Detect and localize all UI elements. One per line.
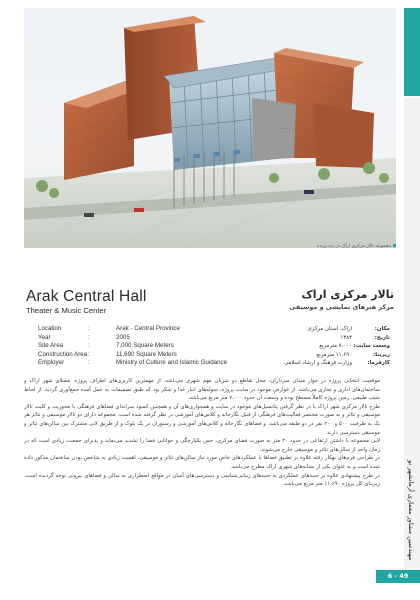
info-value-fa: ۷،۰۰۰ مترمربع <box>319 343 352 350</box>
info-value-fa: ۱۳۸۴ <box>340 334 352 341</box>
info-table-fa <box>270 325 390 368</box>
info-separator: : <box>88 342 90 350</box>
caption-marker-icon <box>393 244 396 247</box>
hero-rendering <box>24 8 396 248</box>
page-number: 6 - 49 <box>376 570 420 583</box>
info-row-site-area <box>38 342 228 351</box>
info-label-fa: تاریخ: <box>374 334 390 341</box>
description-paragraph: لابی مجموعه با داشتن ارتفاعی در حدود ۲۰ متر به صورت فضای مرکزی، حس یکپارچگی و خوانایی فضا را تشدید می‌نماید و پذیرای جمعیت زیادی است که در زمان واحد از سالن‌های تئاتر و موسیقی خارج می‌شوند. <box>24 438 380 453</box>
info-separator: : <box>88 350 90 358</box>
info-value-fa: اراک، استان مرکزی <box>307 326 352 332</box>
hero-caption <box>280 244 396 249</box>
info-row-employer <box>38 359 228 368</box>
info-row-location <box>38 325 228 334</box>
accent-bar <box>404 8 420 96</box>
building-illustration <box>24 8 396 248</box>
info-label: Location <box>38 325 62 332</box>
info-label: Construction Area <box>38 350 88 358</box>
project-description <box>24 377 380 562</box>
project-title-en: Arak Central Hall <box>26 288 147 305</box>
info-label: Site Area <box>38 342 64 350</box>
info-label-fa: کارفرما: <box>367 360 390 367</box>
info-separator: : <box>88 359 90 367</box>
front-right-volume <box>314 103 374 168</box>
info-row-fa <box>270 351 390 360</box>
info-value: 11,690 Square Meters <box>116 350 177 358</box>
info-value: 7,000 Square Meters <box>116 342 174 350</box>
hero-caption-text: مجموعه تالار مرکزی اراک در دید پرنده <box>316 244 391 249</box>
firm-name-vertical: مهندسین مشاور معماری آرمانشهر نو <box>407 459 415 560</box>
info-separator: : <box>88 325 90 332</box>
description-paragraph: در طراحی فرم‌های بهکار رفته علاوه بر تطبیق فضاها با عملکردهای خاص مورد نیاز سالن‌های تئاتر و موسیقی، اهمیت زیادی به شاخص بودن ساختمان مذکور داده شده است و به عنوان یکی از نشانه‌های شهری اراک مطرح می‌باشد. <box>24 455 380 470</box>
info-value-fa: وزارت فرهنگ و ارشاد اسلامی <box>284 360 352 367</box>
info-row-year <box>38 334 228 343</box>
info-row-fa <box>270 334 390 343</box>
info-row-fa <box>270 359 390 368</box>
info-row-fa <box>270 342 390 351</box>
description-paragraph: طرح تالار مرکزی شهر اراک با در نظر گرفتن پتانسیل‌های موجود در سایت و همجواری‌های آن و همچنین کمبود سرانه‌ای فضاهای فرهنگی با محوریت و کلیت تالار موسیقی و تئاتر و به صورت مختصر فعالیت‌های فرهنگی از قبیل نگارخانه و کلاس‌های آموزشی در نظر گرفته شده است. مجموعه دارای دو تالار موسیقی و تئاتر هر یک به ظرفیت ۵۰۰ و ۲۰۰ نفر در دو طبقه می‌باشد. و فضاهای نگارخانه و کلاس‌های آموزشی و رستوران در یک بلوک و از طریق لابی مشترک بین سالن‌های تئاتر و موسیقی دسترسی دارند. <box>24 403 380 436</box>
info-label-fa: مکان: <box>374 326 390 332</box>
info-value: 2005 <box>116 333 130 341</box>
project-title-fa: تالار مرکزی اراک <box>301 288 394 301</box>
info-row-fa <box>270 325 390 334</box>
info-table-en <box>38 325 228 368</box>
info-value: Arak - Central Province <box>116 325 180 332</box>
info-label-fa: زیربنا: <box>373 351 390 358</box>
info-value: Ministry of Culture and Islamic Guidance <box>116 359 228 367</box>
info-row-construction-area <box>38 351 228 360</box>
project-subtitle-fa: مرکز هنرهای نمایشی و موسیقی <box>289 303 394 311</box>
description-paragraph: موقعیت انتخابی پروژه در جوار میدان سرداران، محل تقاطع دو شریان مهم شهری می‌باشد. از مهمترین کاربری‌های اطراف پروژه، مصلای شهر اراک و ساختمان‌های اداری و تجاری می‌باشد. از عوارض موجود در سایت پروژه، سوله‌های انبار غذا و شکر بود که طبق تصمیمات به عمل آمده جمع‌آوری گردید. از لحاظ شیب طبیعی، زمین پروژه کاملاً مسطح بوده و وسعت آن حدود ۷،۰۰۰ متر مربع می‌باشد. <box>24 378 380 402</box>
description-paragraph: در طرح پیشنهادی علاوه بر جنبه‌های عملکردی به جنبه‌های زیبایی‌شناسی و دسترسی‌های آسان در مواقع اضطراری به سالن و فضاهای بیرونی توجه گردیده است. زیربنای کل پروژه ۱۱،۶۹۰ متر مربع می‌باشد. <box>24 472 380 488</box>
info-label-fa: وسعت سایت: <box>353 343 390 350</box>
info-separator: : <box>88 333 90 341</box>
project-subtitle-en: Theater & Music Center <box>26 306 107 315</box>
info-label: Year <box>38 333 51 341</box>
info-value-fa: ۱۱،۶۹۰ مترمربع <box>316 351 352 358</box>
info-label: Employer <box>38 359 65 367</box>
